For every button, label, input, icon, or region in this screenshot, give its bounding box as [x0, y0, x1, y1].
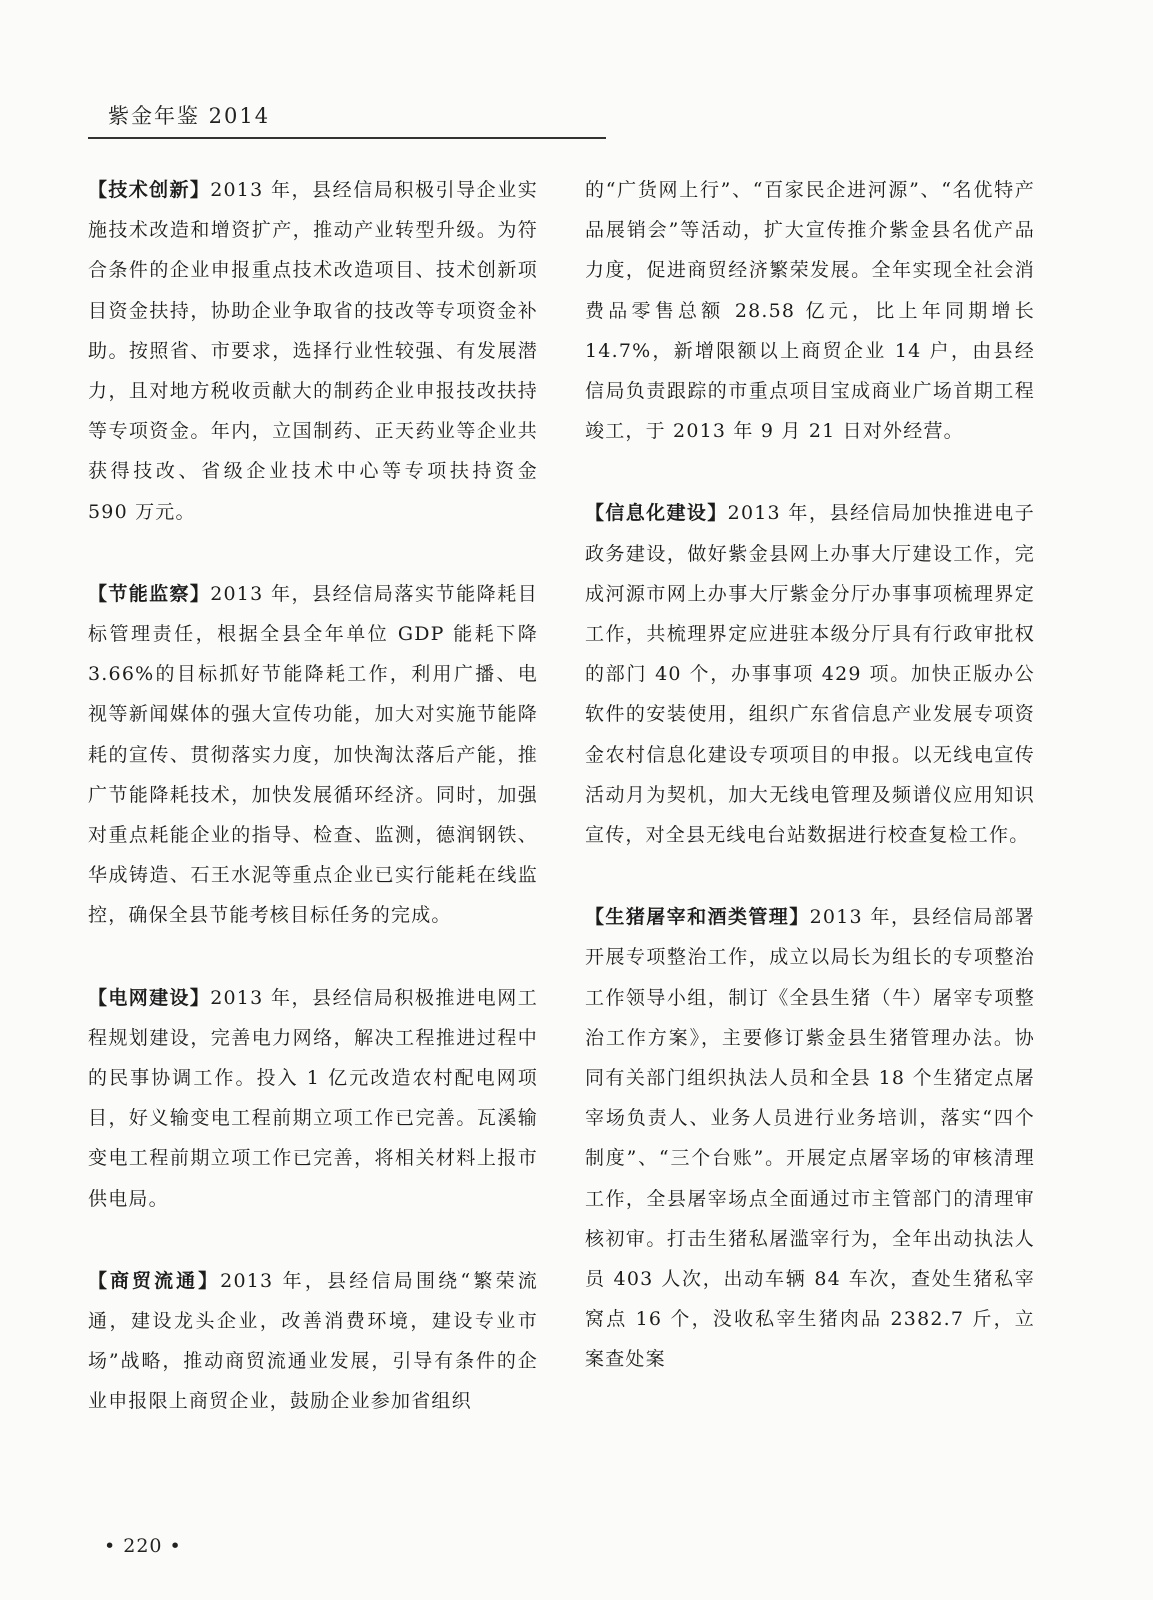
- section-body: 的“广货网上行”、“百家民企进河源”、“名优特产品展销会”等活动，扩大宣传推介紫金县名优产品力度，促进商贸经济繁荣发展。全年实现全社会消费品零售总额 28.58 亿元，比上年同期增长 14.7%，新增限额以上商贸企业 14 户，由县经信局负责跟踪的市重点项目宝成商业广场首期工程竣工，于 2013 年 9 月 21 日对外经营。: [585, 179, 1035, 443]
- section-power-grid: [88, 978, 538, 1219]
- section-body: 2013 年，县经信局积极推进电网工程规划建设，完善电力网络，解决工程推进过程中的民事协调工作。投入 1 亿元改造农村配电网项目，好义输变电工程前期立项工作已完善。瓦溪输变电工程前期立项工作已完善，将相关材料上报市供电局。: [88, 986, 538, 1210]
- left-column: [88, 170, 538, 1464]
- section-heading: 【节能监察】: [88, 582, 211, 605]
- section-informatization: [585, 493, 1035, 855]
- section-tech-innovation: [88, 170, 538, 532]
- page-number: • 220 •: [104, 1535, 182, 1557]
- section-heading: 【信息化建设】: [585, 502, 728, 525]
- section-body: 2013 年，县经信局部署开展专项整治工作，成立以局长为组长的专项整治工作领导小组，制订《全县生猪（牛）屠宰专项整治工作方案》，主要修订紫金县生猪管理办法。协同有关部门组织执法人员和全县 18 个生猪定点屠宰场负责人、业务人员进行业务培训，落实“四个制度”、“三个台账”。开展定点屠宰场的审核清理工作，全县屠宰场点全面通过市主管部门的清理审核初审。打击生猪私屠滥宰行为，全年出动执法人员 403 人次，出动车辆 84 车次，查处生猪私宰窝点 16 个，没收私宰生猪肉品 2382.7 斤，立案查处案: [585, 906, 1035, 1371]
- section-slaughter-liquor: [585, 897, 1035, 1379]
- section-heading: 【电网建设】: [88, 986, 211, 1009]
- section-body: 2013 年，县经信局围绕“繁荣流通，建设龙头企业，改善消费环境，建设专业市场”战略，推动商贸流通业发展，引导有条件的企业申报限上商贸企业，鼓励企业参加省组织: [88, 1269, 538, 1413]
- right-column: [585, 170, 1035, 1422]
- section-energy-saving: [88, 574, 538, 936]
- running-header: 紫金年鉴 2014: [108, 104, 271, 128]
- section-body: 2013 年，县经信局积极引导企业实施技术改造和增资扩产，推动产业转型升级。为符合条件的企业申报重点技术改造项目、技术创新项目资金扶持，协助企业争取省的技改等专项资金补助。按照省、市要求，选择行业性较强、有发展潜力，且对地方税收贡献大的制药企业申报技改扶持等专项资金。年内，立国制药、正天药业等企业共获得技改、省级企业技术中心等专项扶持资金 590 万元。: [88, 179, 538, 523]
- section-body: 2013 年，县经信局加快推进电子政务建设，做好紫金县网上办事大厅建设工作，完成河源市网上办事大厅紫金分厅办事事项梳理界定工作，共梳理界定应进驻本级分厅具有行政审批权的部门 40 个，办事事项 429 项。加快正版办公软件的安装使用，组织广东省信息产业发展专项资金农村信息化建设专项项目的申报。以无线电宣传活动月为契机，加大无线电管理及频谱仪应用知识宣传，对全县无线电台站数据进行校查复检工作。: [585, 502, 1035, 847]
- section-commerce-continued: [585, 170, 1035, 451]
- section-body: 2013 年，县经信局落实节能降耗目标管理责任，根据全县全年单位 GDP 能耗下降 3.66%的目标抓好节能降耗工作，利用广播、电视等新闻媒体的强大宣传功能，加大对实施节能降耗的宣传、贯彻落实力度，加快淘汰落后产能，推广节能降耗技术，加快发展循环经济。同时，加强对重点耗能企业的指导、检查、监测，德润钢铁、华成铸造、石王水泥等重点企业已实行能耗在线监控，确保全县节能考核目标任务的完成。: [88, 582, 538, 927]
- section-heading: 【技术创新】: [88, 179, 211, 201]
- section-heading: 【生猪屠宰和酒类管理】: [585, 906, 810, 929]
- section-heading: 【商贸流通】: [88, 1269, 221, 1292]
- header-rule: [88, 137, 606, 139]
- section-commerce: [88, 1261, 538, 1422]
